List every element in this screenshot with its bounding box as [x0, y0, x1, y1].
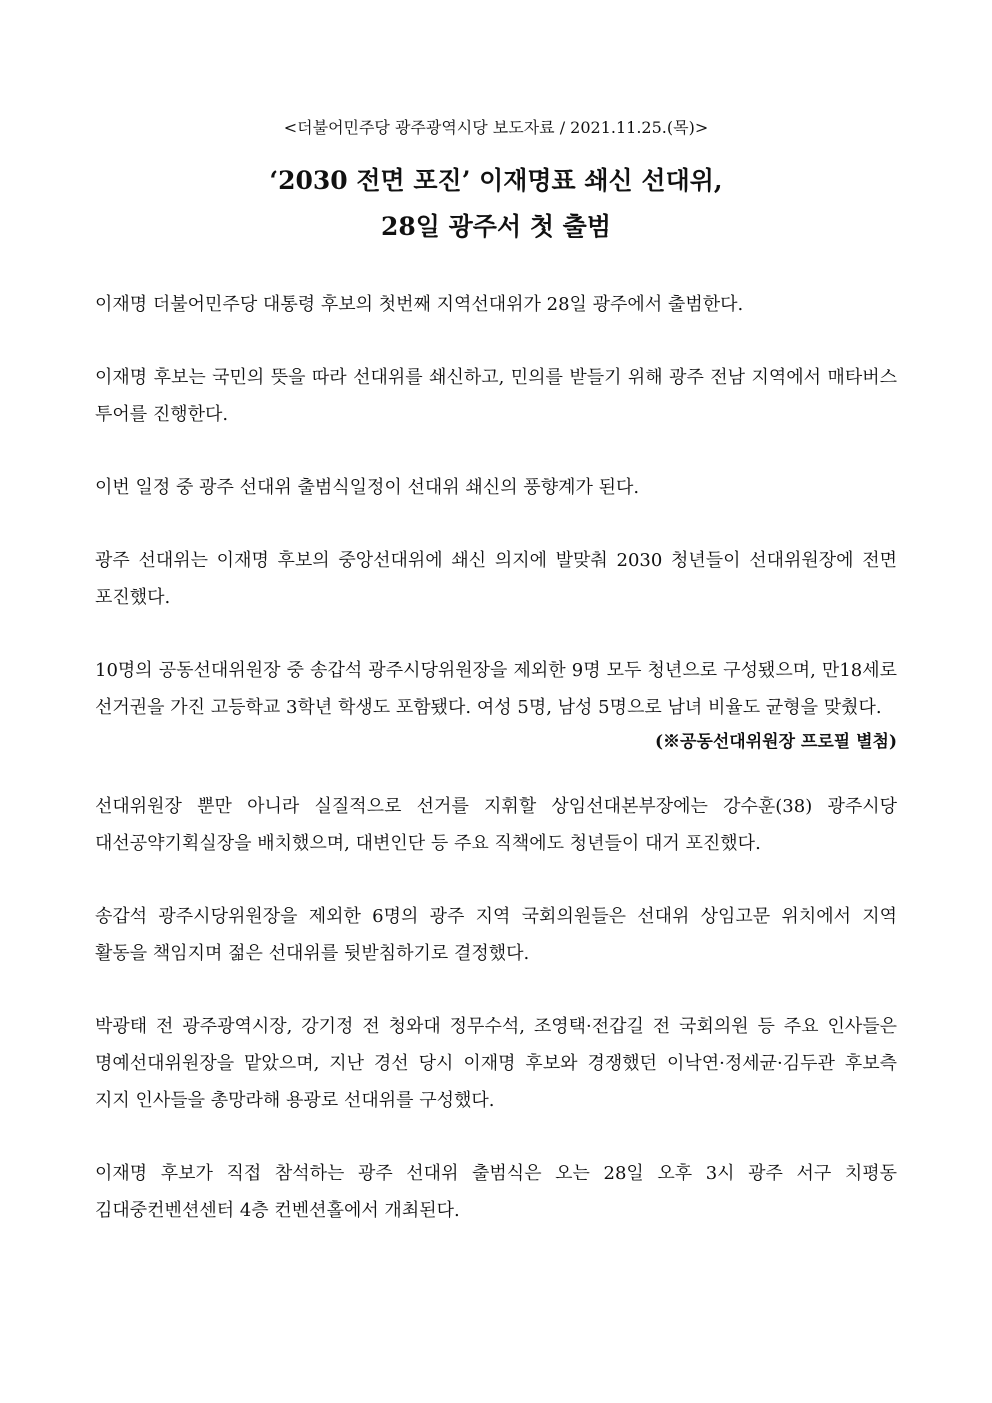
headline-line-2: 28일 광주서 첫 출범: [381, 212, 611, 241]
paragraph-9: 이재명 후보가 직접 참석하는 광주 선대위 출범식은 오는 28일 오후 3시 광주 서구 치평동 김대중컨벤션센터 4층 컨벤션홀에서 개최된다.: [95, 1163, 897, 1221]
paragraph-8: 박광태 전 광주광역시장, 강기정 전 청와대 정무수석, 조영택·전갑길 전 국회의원 등 주요 인사들은 명예선대위원장을 맡았으며, 지난 경선 당시 이재명 후보와 경쟁했던 이낙연·정세균·김두관 후보측 지지 인사들을 총망라해 용광로 선대위를 구성했다.: [95, 1016, 897, 1111]
paragraph-6: 선대위원장 뿐만 아니라 실질적으로 선거를 지휘할 상임선대본부장에는 강수훈(38) 광주시당 대선공약기획실장을 배치했으며, 대변인단 등 주요 직책에도 청년들이 대거 포진했다.: [95, 796, 897, 854]
paragraph-7: 송갑석 광주시당위원장을 제외한 6명의 광주 지역 국회의원들은 선대위 상임고문 위치에서 지역 활동을 책임지며 젊은 선대위를 뒷받침하기로 결정했다.: [95, 906, 897, 964]
paragraph-5: 10명의 공동선대위원장 중 송갑석 광주시당위원장을 제외한 9명 모두 청년으로 구성됐으며, 만18세로 선거권을 가진 고등학교 3학년 학생도 포함됐다. 여성 5명, 남성 5명으로 남녀 비율도 균형을 맞췄다.: [95, 660, 897, 718]
attachment-note: (※공동선대위원장 프로필 별첨): [655, 732, 897, 752]
press-release-header: <더불어민주당 광주광역시당 보도자료 / 2021.11.25.(목)>: [283, 118, 709, 137]
headline-line-1: ‘2030 전면 포진’ 이재명표 쇄신 선대위,: [269, 166, 723, 195]
paragraph-1: 이재명 더불어민주당 대통령 후보의 첫번째 지역선대위가 28일 광주에서 출범한다.: [95, 294, 744, 315]
article-body: [95, 286, 897, 1229]
paragraph-2: 이재명 후보는 국민의 뜻을 따라 선대위를 쇄신하고, 민의를 받들기 위해 광주 전남 지역에서 매타버스 투어를 진행한다.: [95, 367, 897, 425]
paragraph-3: 이번 일정 중 광주 선대위 출범식일정이 선대위 쇄신의 풍향계가 된다.: [95, 477, 640, 498]
paragraph-4: 광주 선대위는 이재명 후보의 중앙선대위에 쇄신 의지에 발맞춰 2030 청년들이 선대위원장에 전면 포진했다.: [95, 550, 897, 608]
